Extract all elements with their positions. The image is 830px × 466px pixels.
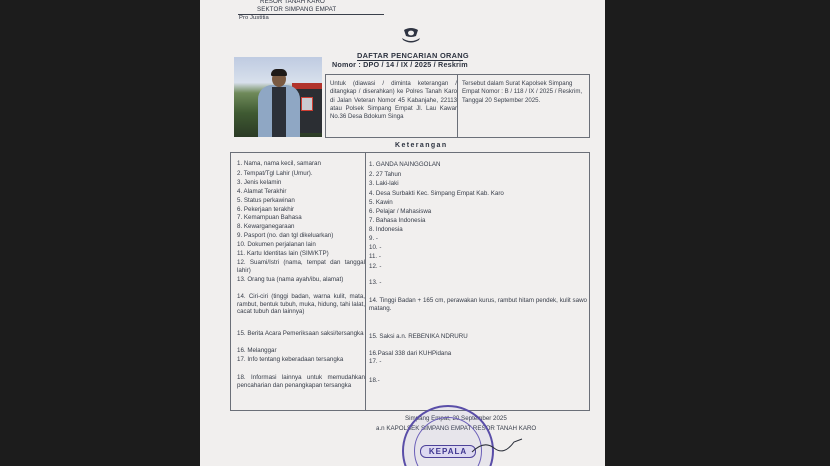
label-nama: 1. Nama, nama kecil, samaran <box>237 160 321 167</box>
value-alamat: 4. Desa Surbakti Kec. Simpang Empat Kab. Karo <box>369 190 504 197</box>
place-date: Simpang Empat, 20 September 2025 <box>405 415 507 422</box>
label-informasi-lain: 18. Informasi lainnya untuk memudahkan pencaharian dan penangkapan tersangka <box>237 374 365 389</box>
value-orang-tua: 13. - <box>369 279 382 286</box>
details-divider <box>365 152 366 411</box>
label-bahasa: 7. Kemampuan Bahasa <box>237 214 302 221</box>
reference-text: Tersebut dalam Surat Kapolsek Simpang Empat Nomor : B / 118 / IX / 2025 / Reskrim, Tanggal 20 September 2025. <box>462 80 583 104</box>
value-kewarganegaraan: 8. Indonesia <box>369 226 403 233</box>
value-bahasa: 7. Bahasa Indonesia <box>369 217 426 224</box>
org-line-2: SEKTOR SIMPANG EMPAT <box>257 6 337 13</box>
police-emblem-icon <box>400 27 422 44</box>
suspect-photo <box>234 57 322 137</box>
value-informasi-lain: 18.- <box>369 377 380 384</box>
instruction-text: Untuk (diawasi / diminta keterangan / ditangkap / diserahkan) ke Polres Tanah Karo di Jalan Veteran Nomor 45 Kabanjahe, 22113 atau Polsek Simpang Empat Jl. Lau Kawar No.36 Desa Bdokum Singa <box>330 80 457 121</box>
label-berita-acara: 15. Berita Acara Pemeriksaan saksi/tersangka <box>237 330 364 337</box>
value-pekerjaan: 6. Pelajar / Mahasiswa <box>369 208 432 215</box>
value-berita-acara: 15. Saksi a.n. REBENIKA NDRURU <box>369 333 468 340</box>
label-kewarganegaraan: 8. Kewarganegaraan <box>237 223 295 230</box>
label-pasport: 9. Pasport (no. dan tgl dikeluarkan) <box>237 232 334 239</box>
keterangan-heading: Keterangan <box>395 142 448 149</box>
value-nama: 1. GANDA NAINGGOLAN <box>369 161 441 168</box>
signature-mark <box>470 436 525 456</box>
value-info-keberadaan: 17. - <box>369 358 382 365</box>
label-orang-tua: 13. Orang tua (nama ayah/ibu, alamat) <box>237 276 344 283</box>
value-jenis-kelamin: 3. Laki-laki <box>369 180 399 187</box>
signatory-title: a.n KAPOLSEK SIMPANG EMPAT RESOR TANAH KARO <box>376 425 537 432</box>
value-pasport: 9. - <box>369 235 378 242</box>
label-suami-istri: 12. Suami/Istri (nama, tempat dan tanggal lahir) <box>237 259 365 274</box>
label-alamat: 4. Alamat Terakhir <box>237 188 287 195</box>
document-number: Nomor : DPO / 14 / IX / 2025 / Reskrim <box>332 60 468 69</box>
value-status: 5. Kawin <box>369 199 393 206</box>
value-kartu-identitas: 11. - <box>369 253 381 260</box>
value-umur: 2. 27 Tahun <box>369 171 402 178</box>
value-ciri-ciri: 14. Tinggi Badan + 165 cm, perawakan kurus, rambut hitam pendek, kulit sawo matang. <box>369 297 587 312</box>
value-suami-istri: 12. - <box>369 263 382 270</box>
label-kartu-identitas: 11. Kartu Identitas lain (SIM/KTP) <box>237 250 329 257</box>
wanted-notice-document <box>200 0 605 466</box>
label-status: 5. Status perkawinan <box>237 197 295 204</box>
label-dokumen: 10. Dokumen perjalanan lain <box>237 241 316 248</box>
stamp-label: KEPALA <box>420 445 476 458</box>
label-melanggar: 16. Melanggar <box>237 347 277 354</box>
label-ciri-ciri: 14. Ciri-ciri (tinggi badan, warna kulit, mata, rambut, bentuk tubuh, muka, hidung, tahi lalat, cacat tubuh dan lainnya) <box>237 293 365 316</box>
label-info-keberadaan: 17. Info tentang keberadaan tersangka <box>237 356 344 363</box>
label-pekerjaan: 6. Pekerjaan terakhir <box>237 206 295 213</box>
document-title: DAFTAR PENCARIAN ORANG <box>357 51 469 60</box>
label-tempat-lahir: 2. Tempat/Tgl Lahir (Umur). <box>237 170 313 177</box>
org-line-1: RESOR TANAH KARO <box>260 0 325 5</box>
label-jenis-kelamin: 3. Jenis kelamin <box>237 179 282 186</box>
value-melanggar: 16.Pasal 338 dari KUHPidana <box>369 350 452 357</box>
pro-justitia-label: Pro Justitia <box>239 15 269 21</box>
value-dokumen: 10. - <box>369 244 382 251</box>
